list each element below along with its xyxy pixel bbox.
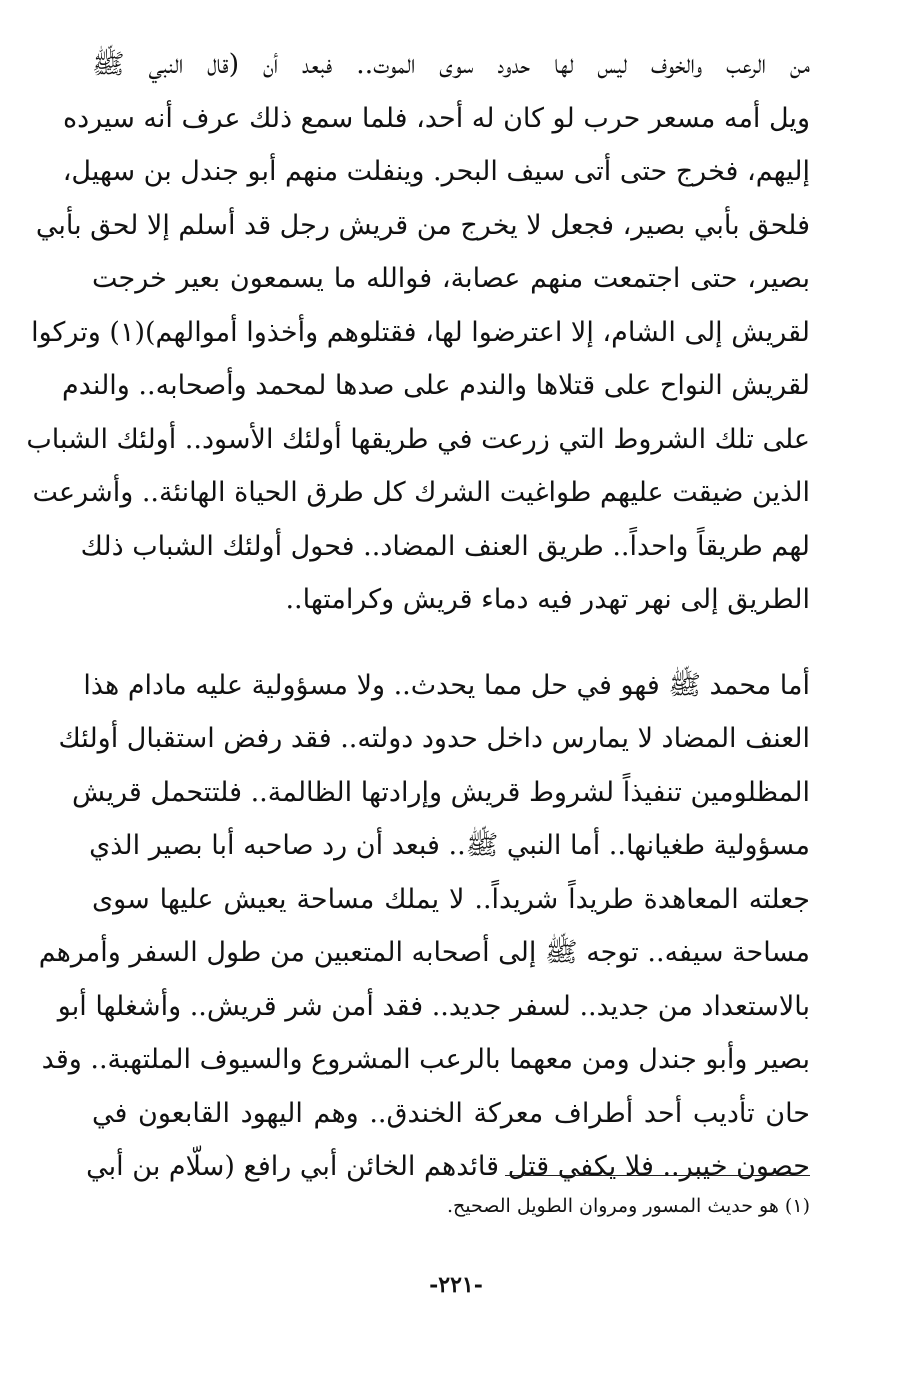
text-line: العنف المضاد لا يمارس داخل حدود دولته.. فقد رفض استقبال أولئك	[58, 723, 810, 754]
text-line: الذين ضيقت عليهم طواغيت الشرك كل طرق الحياة الهانئة.. وأشرعت	[32, 477, 810, 508]
text-line: على تلك الشروط التي زرعت في طريقها أولئك الأسود.. أولئك الشباب	[26, 423, 810, 455]
footnote: (١) هو حديث المسور ومروان الطويل الصحيح.	[446, 1195, 810, 1217]
text-line: بصير، حتى اجتمعت منهم عصابة، فوالله ما يسمعون بعير خرجت	[92, 263, 810, 294]
text-line: لهم طريقاً واحداً.. طريق العنف المضاد.. فحول أولئك الشباب ذلك	[80, 530, 810, 562]
text-line: ويل أمه مسعر حرب لو كان له أحد، فلما سمع ذلك عرف أنه سيرده	[63, 102, 810, 134]
paragraph-2	[38, 659, 810, 1194]
text-line: أما محمد ﷺ فهو في حل مما يحدث.. ولا مسؤولية عليه مادام هذا	[83, 669, 810, 701]
paragraph-spacer	[92, 627, 810, 659]
text-line: فلحق بأبي بصير، فجعل لا يخرج من قريش رجل قد أسلم إلا لحق بأبي	[35, 209, 810, 241]
text-line: من الرعب والخوف ليس لها حدود سوى الموت.. فبعد أن (قال النبي ﷺ	[92, 49, 810, 80]
paragraph-1	[26, 38, 810, 627]
text-line: حصون خيبر.. فلا يكفي قتل قائدهم الخائن أبي رافع (سلّام بن أبي	[86, 1151, 810, 1182]
main-text	[26, 38, 810, 1194]
text-line: لقريش النواح على قتلاها والندم على صدها لمحمد وأصحابه.. والندم	[62, 370, 810, 401]
text-line: لقريش إلى الشام، إلا اعترضوا لها، فقتلوهم وأخذوا أموالهم)(١) وتركوا	[31, 316, 810, 348]
text-line: جعلته المعاهدة طريداً شريداً.. لا يملك مساحة يعيش عليها سوى	[92, 883, 810, 915]
text-line: الطريق إلى نهر تهدر فيه دماء قريش وكرامتها..	[285, 584, 810, 615]
text-line: بصير وأبو جندل ومن معهما بالرعب المشروع والسيوف الملتهبة.. وقد	[41, 1044, 810, 1075]
text-line: بالاستعداد من جديد.. لسفر جديد.. فقد أمن شر قريش.. وأشغلها أبو	[57, 990, 810, 1022]
text-line: إليهم، فخرج حتى أتى سيف البحر. وينفلت منهم أبو جندل بن سهيل،	[62, 156, 810, 187]
text-line: حان تأديب أحد أطراف معركة الخندق.. وهم اليهود القابعون في	[92, 1097, 810, 1129]
page-number: -٢٢١-	[429, 1272, 483, 1298]
footnote-divider	[505, 1175, 810, 1176]
text-line: مساحة سيفه.. توجه ﷺ إلى أصحابه المتعبين من طول السفر وأمرهم	[38, 937, 810, 968]
text-line: المظلومين تنفيذاً لشروط قريش وإرادتها الظالمة.. فلتتحمل قريش	[72, 776, 810, 808]
text-line: مسؤولية طغيانها.. أما النبي ﷺ.. فبعد أن رد صاحبه أبا بصير الذي	[89, 830, 810, 861]
